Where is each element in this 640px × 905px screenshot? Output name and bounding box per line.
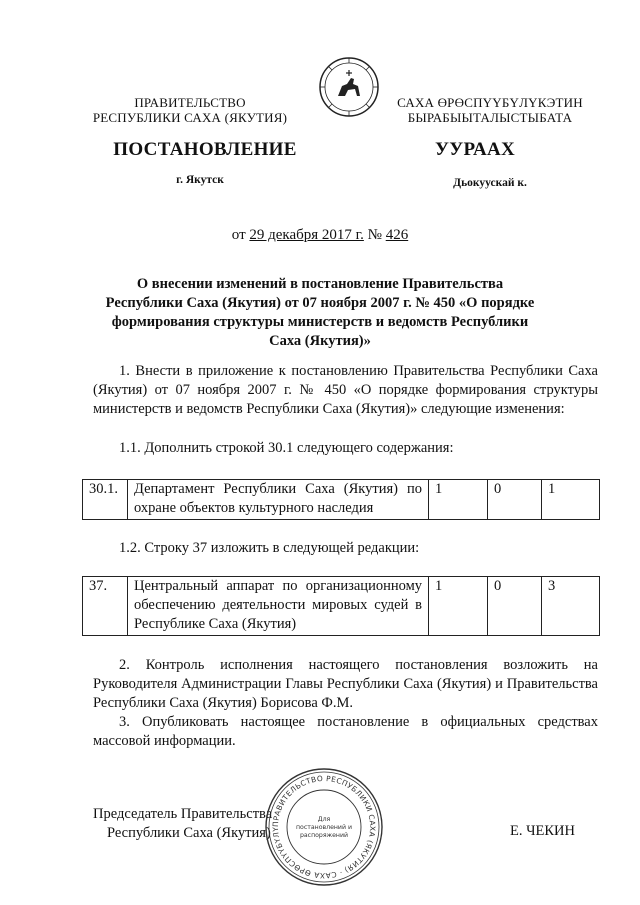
government-name-line2: РЕСПУБЛИКИ САХА (ЯКУТИЯ) bbox=[92, 110, 288, 125]
table-cell-col2: 0 bbox=[488, 577, 542, 636]
stamp-ring-text: ПРАВИТЕЛЬСТВО РЕСПУБЛИКИ САХА (ЯКУТИЯ) · САХА ӨРӨСПҮҮБҮЛҮ bbox=[270, 773, 378, 881]
table-cell-num: 37. bbox=[83, 577, 128, 636]
signatory-title bbox=[93, 805, 272, 843]
official-stamp bbox=[263, 766, 385, 888]
date-prefix: от bbox=[231, 227, 250, 243]
city-sakha: Дьокуускай к. bbox=[453, 177, 527, 189]
table-row-30-1 bbox=[82, 479, 600, 520]
table-cell-text: Центральный аппарат по организационному обеспечению деятельности мировых судей в Республике Саха (Якутия) bbox=[128, 577, 429, 636]
coat-of-arms-icon bbox=[318, 56, 380, 118]
number-sign: № bbox=[363, 227, 386, 243]
document-subject: О внесении изменений в постановление Правительства Республики Саха (Якутия) от 07 ноября 2007 г. № 450 «О порядке формирования структуры министерств и ведомств Республики Саха (Якутия)» bbox=[105, 276, 535, 349]
government-name-ru bbox=[80, 95, 300, 125]
document-number: 426 bbox=[385, 227, 409, 243]
table-cell-text: Департамент Республики Саха (Якутия) по охране объектов культурного наследия bbox=[128, 480, 429, 520]
official-stamp-seal bbox=[263, 766, 385, 888]
document-type-ru: ПОСТАНОВЛЕНИЕ bbox=[113, 139, 297, 160]
table-cell-col3: 3 bbox=[542, 577, 600, 636]
table-row-37 bbox=[82, 576, 600, 636]
date-number-line bbox=[0, 227, 640, 244]
table-cell-num: 30.1. bbox=[83, 480, 128, 520]
stamp-center-line2: постановлений и bbox=[296, 824, 352, 831]
paragraph-2: 2. Контроль исполнения настоящего постановления возложить на Руководителя Администрации Главы Республики Саха (Якутия) и Правительства Республики Саха (Якутия) Борисова Ф.М. bbox=[93, 657, 598, 711]
government-name-line1: ПРАВИТЕЛЬСТВО bbox=[134, 95, 246, 110]
stamp-center-line3: распоряжений bbox=[299, 832, 349, 839]
table-cell-col2: 0 bbox=[488, 480, 542, 520]
paragraph-1-2: 1.2. Строку 37 изложить в следующей редакции: bbox=[119, 540, 420, 556]
stamp-center-line1: Для bbox=[317, 816, 331, 823]
coat-of-arms-emblem bbox=[318, 56, 380, 118]
signatory-title-line2: Республики Саха (Якутия) bbox=[107, 825, 271, 841]
table-cell-col1: 1 bbox=[429, 480, 488, 520]
table-cell-col3: 1 bbox=[542, 480, 600, 520]
city-ru: г. Якутск bbox=[176, 174, 224, 186]
government-name-sakha-line1: САХА ӨРӨСПҮҮБҮЛҮКЭТИН bbox=[397, 95, 583, 110]
document-date: 29 декабря 2017 г. bbox=[249, 227, 364, 243]
government-name-sakha-line2: БЫРАБЫЫТАЛЫСТЫБАТА bbox=[407, 110, 573, 125]
paragraph-1-1: 1.1. Дополнить строкой 30.1 следующего содержания: bbox=[119, 440, 454, 456]
signatory-title-line1: Председатель Правительства bbox=[93, 806, 273, 822]
signatory-name: Е. ЧЕКИН bbox=[510, 823, 576, 839]
government-name-sakha bbox=[390, 95, 590, 125]
table-cell-col1: 1 bbox=[429, 577, 488, 636]
paragraph-3: 3. Опубликовать настоящее постановление в официальных средствах массовой информации. bbox=[93, 714, 598, 749]
paragraph-1: 1. Внести в приложение к постановлению Правительства Республики Саха (Якутия) от 07 ноября 2007 г. № 450 «О порядке формирования структуры министерств и ведомств Республики Саха (Якутия)» следующие изменения: bbox=[93, 363, 598, 417]
document-type-sakha: УУРААХ bbox=[434, 139, 516, 160]
